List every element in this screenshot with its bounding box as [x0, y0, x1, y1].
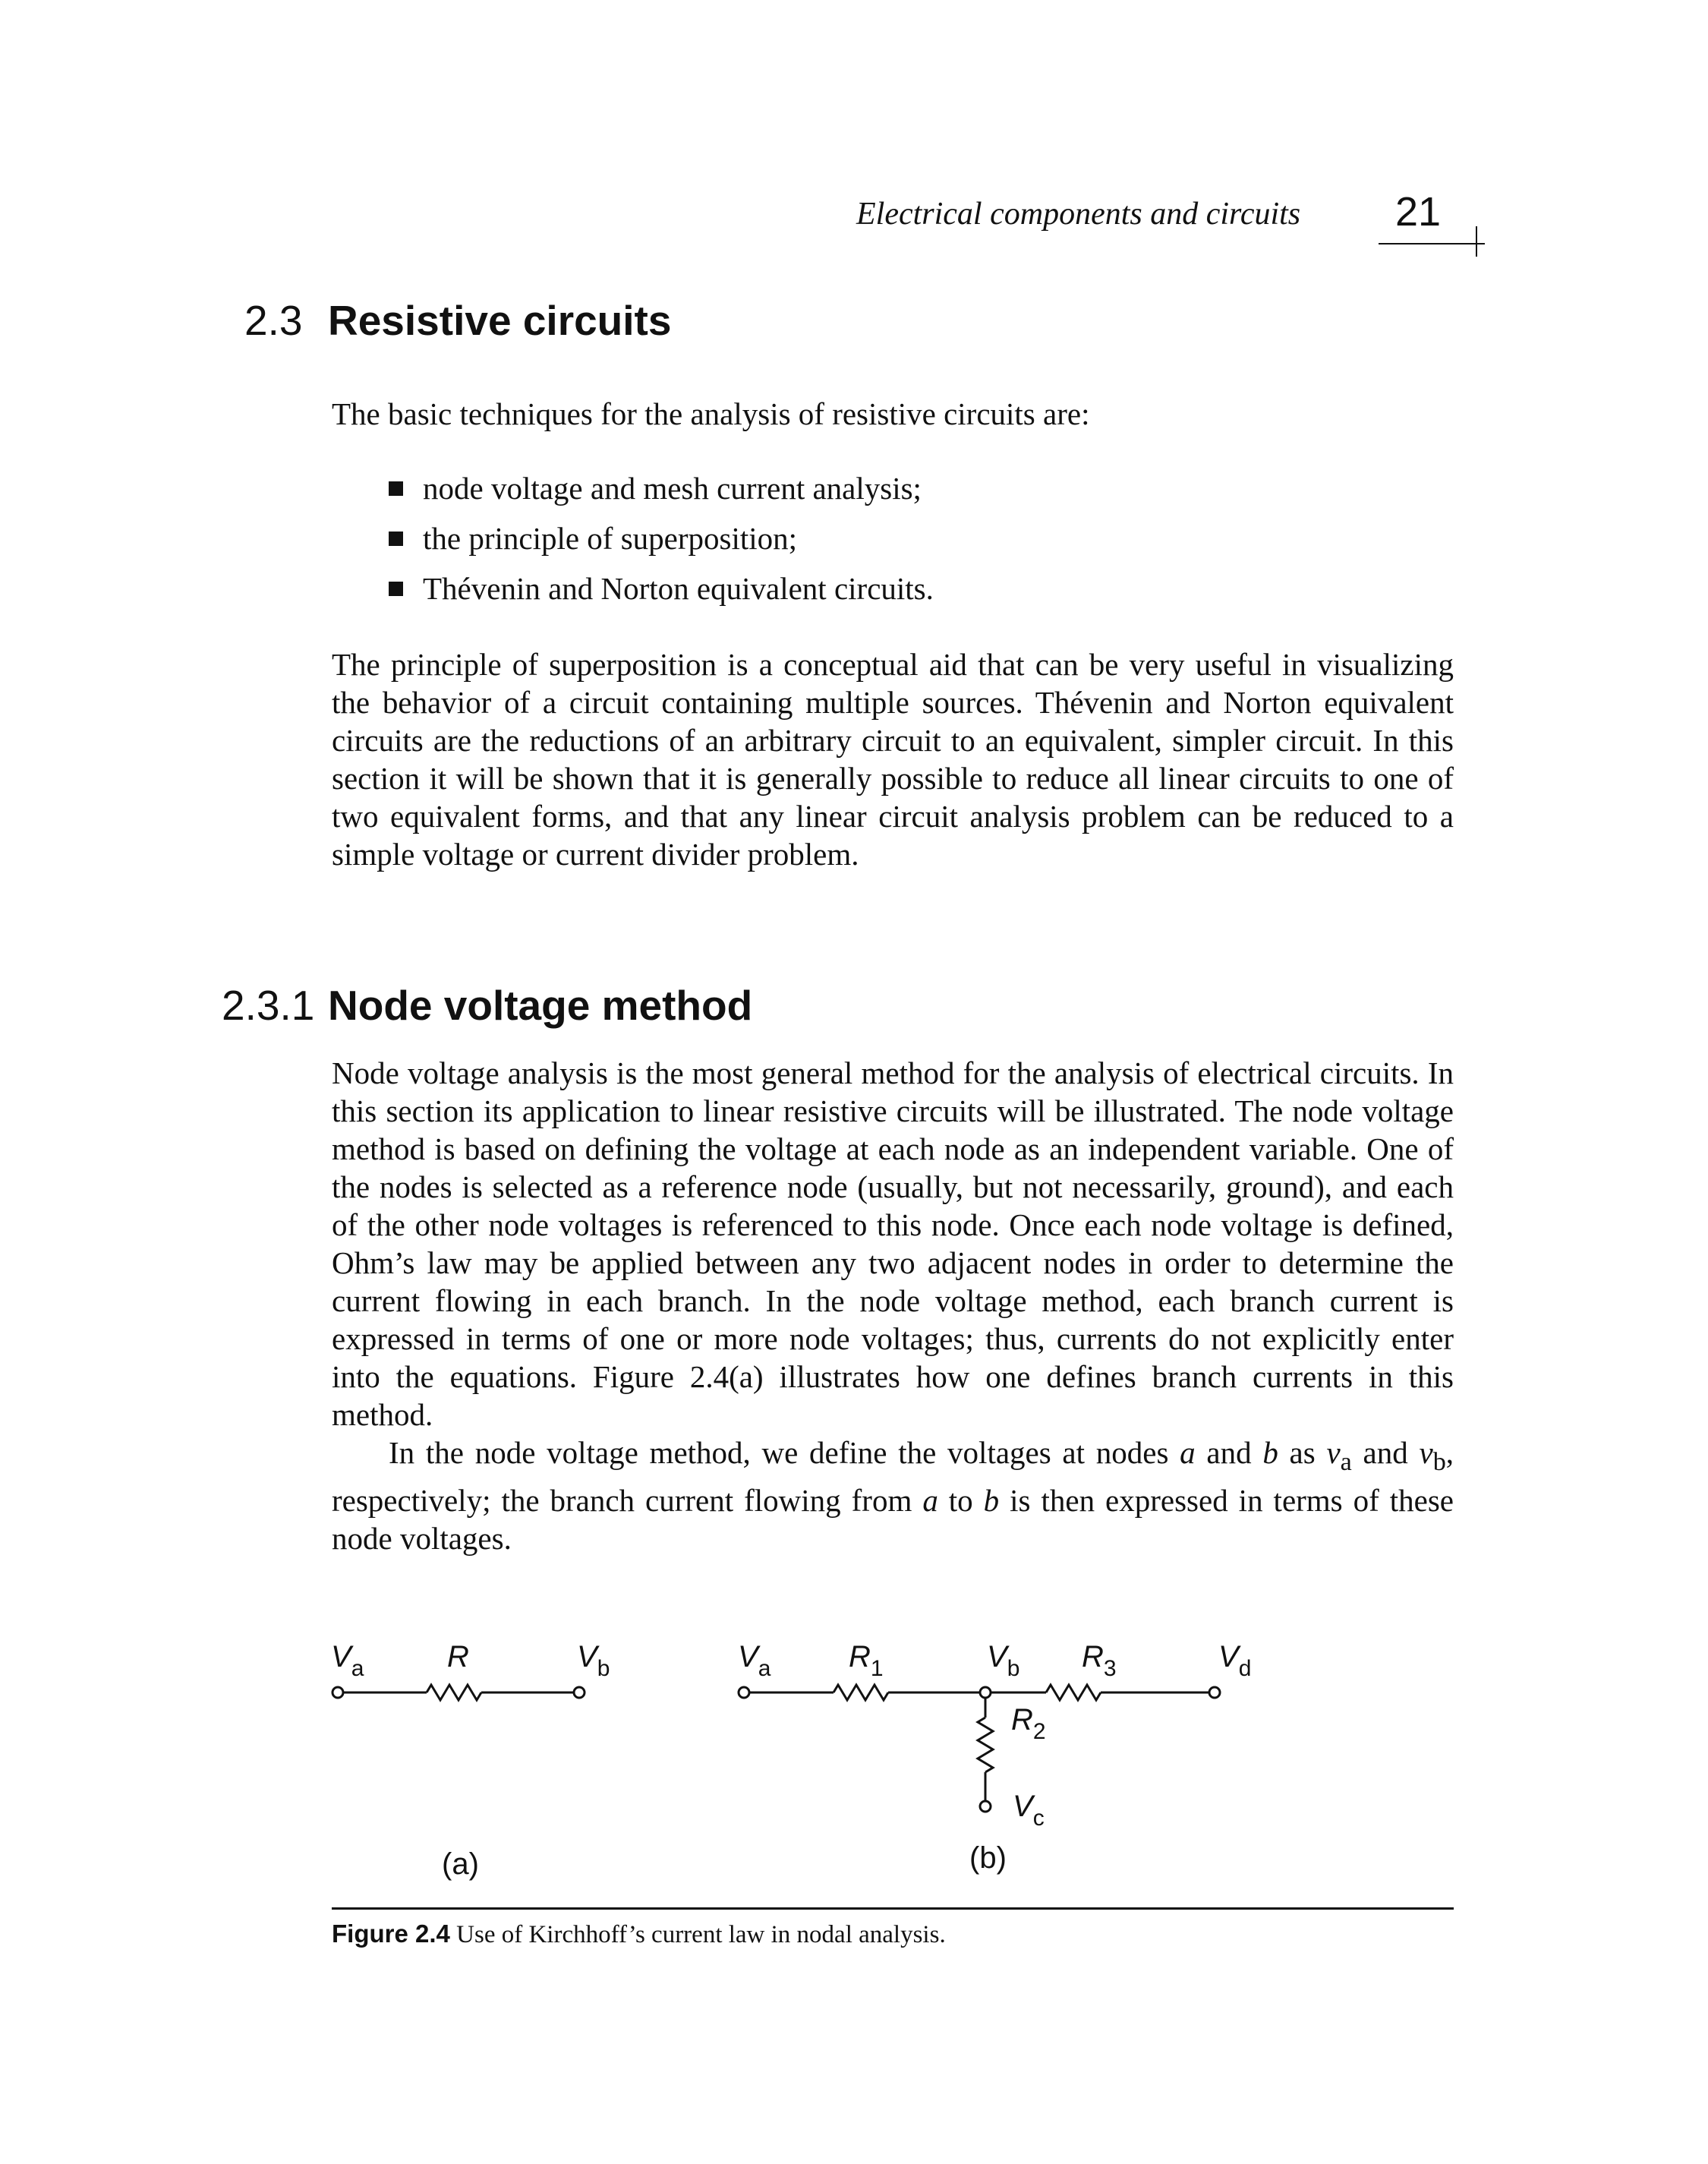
node-voltage-paragraph-2 — [332, 1434, 1454, 1557]
list-item-text: node voltage and mesh current analysis; — [423, 471, 922, 506]
circuit-a — [331, 1640, 610, 1881]
label-r2: $R_2$ — [1011, 1703, 1046, 1744]
running-header-title: Electrical components and circuits — [856, 197, 1301, 232]
figure-caption — [332, 1920, 946, 1949]
bullet-square-icon — [389, 582, 403, 596]
label-vb: $V_b$ — [987, 1640, 1020, 1681]
label-va: $V_a$ — [738, 1640, 771, 1681]
terminal-vb-icon — [574, 1687, 585, 1698]
terminal-va-icon — [739, 1687, 749, 1698]
paragraph-text: and — [1195, 1435, 1263, 1470]
label-va: $V_a$ — [331, 1640, 364, 1681]
superposition-paragraph: The principle of superposition is a conceptual aid that can be very useful in visualizing the behavior of a circuit containing multiple sources. Thévenin and Norton equivalent circuits are the reductions of an arbitrary circuit to an equivalent, simpler circuit. In this section it will be shown that it is generally possible to reduce all linear circuits to one of two equivalent forms, and that any linear circuit analysis problem can be reduced to a simple voltage or current divider problem. — [332, 647, 1454, 872]
from-node-symbol: a — [922, 1483, 938, 1519]
bullet-square-icon — [389, 532, 403, 546]
bullet-square-icon — [389, 481, 403, 496]
circuit-b — [738, 1640, 1251, 1875]
node-b-symbol: b — [1262, 1435, 1278, 1470]
section-intro: The basic techniques for the analysis of resistive circuits are: — [332, 396, 1090, 431]
section-title: Resistive circuits — [328, 297, 672, 344]
resistor-r3-icon — [1046, 1685, 1101, 1700]
paragraph-text: In the node voltage method, we define the voltages at nodes — [389, 1435, 1180, 1470]
node-voltage-paragraph: Node voltage analysis is the most general method for the analysis of electrical circuits. In this section its application to linear resistive circuits will be illustrated. The node voltage method is based on defining the voltage at each node as an independent variable. One of the nodes is selected as a reference node (usually, but not necessarily, ground), and each of the other node voltages is referenced to this node. Once each node voltage is defined, Ohm’s law may be applied between any two adjacent nodes in order to determine the current flowing in each branch. In the node voltage method, each branch current is expressed in terms of one or more node voltages; thus, currents do not explicitly enter into the equations. Figure 2.4(a) illustrates how one defines branch currents in this method. — [332, 1055, 1454, 1432]
section-heading — [244, 296, 671, 345]
paragraph-text: to — [938, 1483, 984, 1519]
subsection-title: Node voltage method — [328, 982, 753, 1029]
paragraph-text: as — [1278, 1435, 1327, 1470]
to-node-symbol: b — [983, 1483, 1000, 1519]
label-vc: $V_c$ — [1013, 1790, 1045, 1831]
subsection-number: 2.3.1 — [222, 982, 315, 1029]
paragraph-text: is then expressed in terms of these node voltages. — [332, 1483, 1454, 1557]
subfigure-label-b: (b) — [969, 1841, 1007, 1875]
subfigure-label-a: (a) — [442, 1847, 479, 1881]
list-item — [389, 569, 934, 620]
terminal-vc-icon — [980, 1801, 991, 1812]
resistor-r-icon — [427, 1685, 481, 1700]
paragraph-text: , respectively; the branch current flowing from — [332, 1435, 1454, 1519]
figure-caption-label: Figure 2.4 — [332, 1920, 450, 1948]
section-number: 2.3 — [244, 297, 303, 344]
voltage-vb-subscript: b — [1432, 1448, 1446, 1477]
label-r3: $R_3$ — [1082, 1640, 1117, 1681]
crop-mark — [1476, 226, 1477, 257]
node-vb-icon — [980, 1687, 991, 1698]
list-item — [389, 469, 934, 519]
resistor-r2-icon — [978, 1718, 993, 1772]
paragraph-text: and — [1351, 1435, 1420, 1470]
figure-caption-text: Use of Kirchhoff’s current law in nodal analysis. — [449, 1921, 946, 1948]
node-a-symbol: a — [1180, 1435, 1196, 1470]
voltage-vb-symbol: v — [1419, 1435, 1433, 1470]
page-number: 21 — [1395, 189, 1442, 235]
page-number-rule — [1379, 243, 1485, 244]
technique-list — [389, 469, 934, 620]
voltage-va-subscript: a — [1340, 1448, 1352, 1477]
label-r1: $R_1$ — [849, 1640, 884, 1681]
list-item — [389, 519, 934, 569]
terminal-vd-icon — [1209, 1687, 1220, 1698]
list-item-text: the principle of superposition; — [423, 521, 798, 556]
voltage-va-symbol: v — [1326, 1435, 1341, 1470]
resistor-r1-icon — [834, 1685, 888, 1700]
figure-caption-rule — [332, 1907, 1454, 1910]
label-vd: $V_d$ — [1218, 1640, 1252, 1681]
label-r: R — [447, 1640, 469, 1673]
terminal-va-icon — [332, 1687, 343, 1698]
subsection-heading — [222, 981, 752, 1030]
list-item-text: Thévenin and Norton equivalent circuits. — [423, 571, 934, 606]
label-vb: $V_b$ — [577, 1640, 610, 1681]
